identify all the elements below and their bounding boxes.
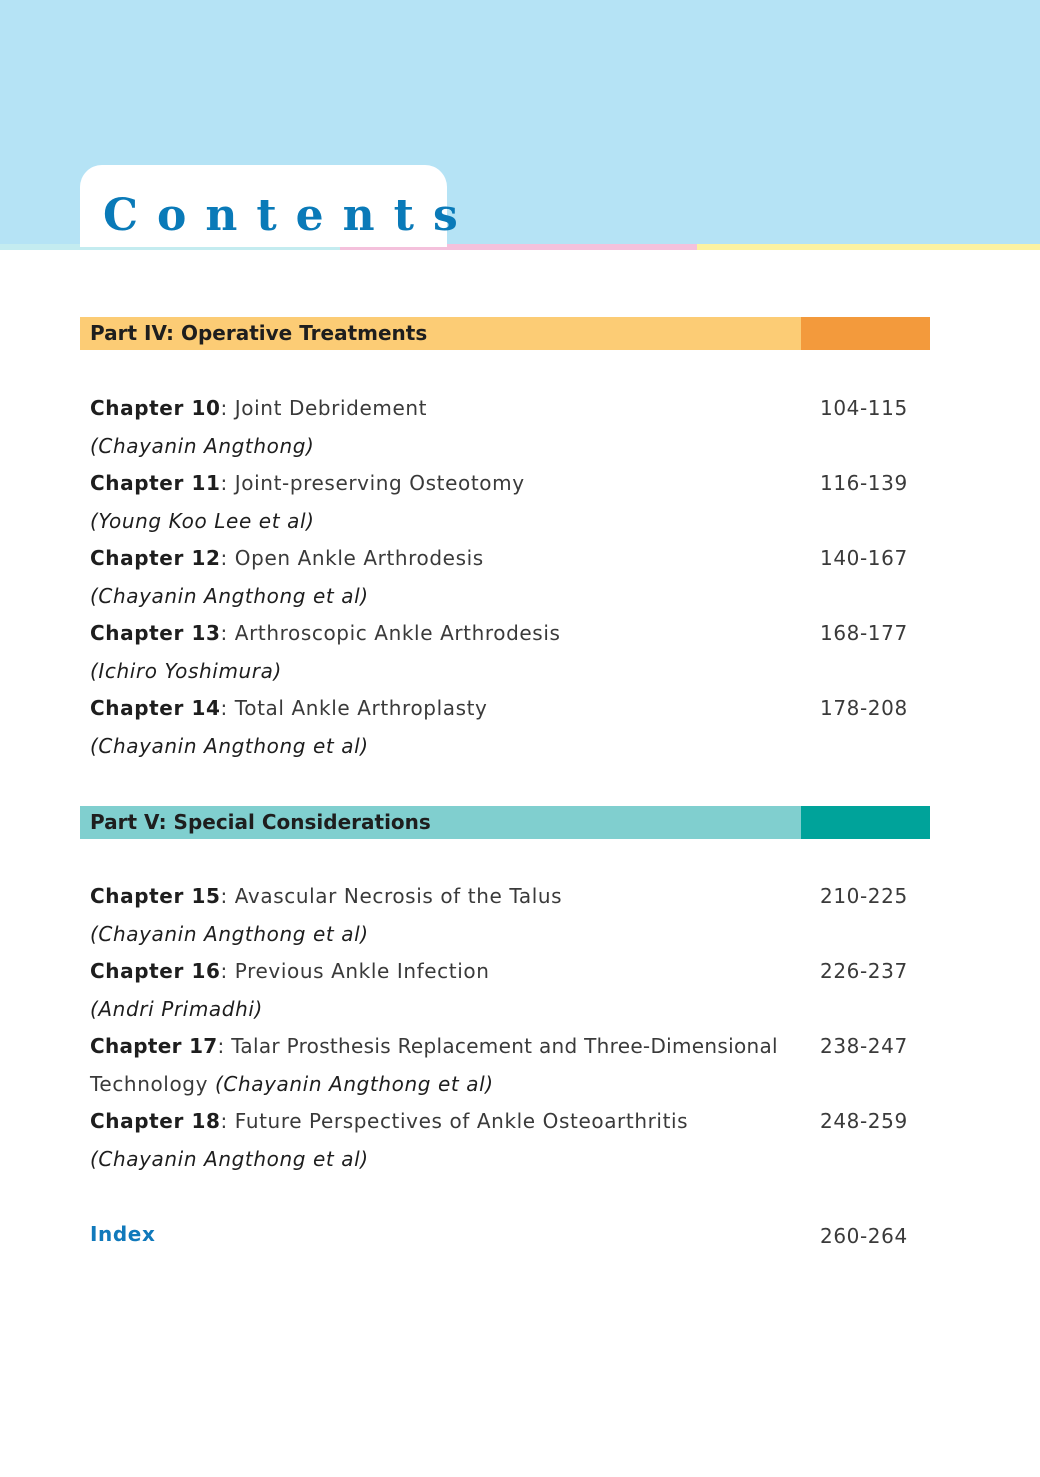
toc-entry-chapter-11[interactable] [90,465,920,540]
chapter-title: : Future Perspectives of Ankle Osteoarthritis [220,1109,689,1133]
page-range: 104-115 [820,396,908,420]
color-strip-segment [697,244,1040,250]
chapter-title: : Open Ankle Arthrodesis [220,546,484,570]
page-range: 116-139 [820,471,908,495]
toc-entry-index[interactable] [90,1216,920,1254]
page-range: 178-208 [820,696,908,720]
chapter-author: (Andri Primadhi) [90,996,263,1021]
toc-entry-chapter-10[interactable] [90,390,920,465]
toc-entry-chapter-16[interactable] [90,953,920,1028]
part-header-special-considerations [80,806,930,839]
toc-entry-chapter-17[interactable] [90,1028,920,1103]
chapter-author: (Chayanin Angthong et al) [90,733,369,758]
chapter-author: (Chayanin Angthong et al) [90,921,369,946]
part-label: Part V: Special Considerations [90,810,431,834]
chapter-author: (Ichiro Yoshimura) [90,658,282,683]
toc-entry-chapter-13[interactable] [90,615,920,690]
toc-entry-chapter-12[interactable] [90,540,920,615]
chapter-title: : Previous Ankle Infection [220,959,490,983]
page-range: 238-247 [820,1034,908,1058]
chapter-author: (Chayanin Angthong et al) [90,1146,369,1171]
toc-entry-chapter-18[interactable] [90,1103,920,1178]
chapter-title: : Talar Prosthesis Replacement and Three-Dimensional [217,1034,778,1058]
chapter-number: Chapter 15 [90,884,221,908]
part-accent-block [801,806,930,839]
page-range: 226-237 [820,959,908,983]
chapter-number: Chapter 13 [90,621,221,645]
page-range: 210-225 [820,884,908,908]
chapter-title: : Arthroscopic Ankle Arthrodesis [220,621,561,645]
part-accent-block [801,317,930,350]
chapter-title: : Joint Debridement [220,396,428,420]
toc-entry-chapter-14[interactable] [90,690,920,765]
chapter-title: : Total Ankle Arthroplasty [220,696,488,720]
chapter-number: Chapter 17 [90,1034,218,1058]
chapter-title-continued: Technology [90,1071,215,1096]
page-range: 168-177 [820,621,908,645]
part-label: Part IV: Operative Treatments [90,321,428,345]
chapter-author: (Chayanin Angthong et al) [90,583,369,608]
chapter-number: Chapter 12 [90,546,221,570]
chapter-number: Chapter 16 [90,959,221,983]
chapter-author: (Chayanin Angthong et al) [215,1071,494,1096]
chapter-number: Chapter 18 [90,1109,221,1133]
chapter-number: Chapter 14 [90,696,221,720]
chapter-title: : Avascular Necrosis of the Talus [220,884,563,908]
page-range: 248-259 [820,1109,908,1133]
chapter-author: (Young Koo Lee et al) [90,508,315,533]
chapter-author: (Chayanin Angthong) [90,433,315,458]
page-title: Contents [103,190,477,241]
index-label: Index [90,1222,156,1246]
toc-entry-chapter-15[interactable] [90,878,920,953]
part-header-operative-treatments [80,317,930,350]
chapter-number: Chapter 11 [90,471,221,495]
chapter-number: Chapter 10 [90,396,221,420]
page-range: 260-264 [820,1224,908,1248]
page-range: 140-167 [820,546,908,570]
chapter-title: : Joint-preserving Osteotomy [220,471,525,495]
